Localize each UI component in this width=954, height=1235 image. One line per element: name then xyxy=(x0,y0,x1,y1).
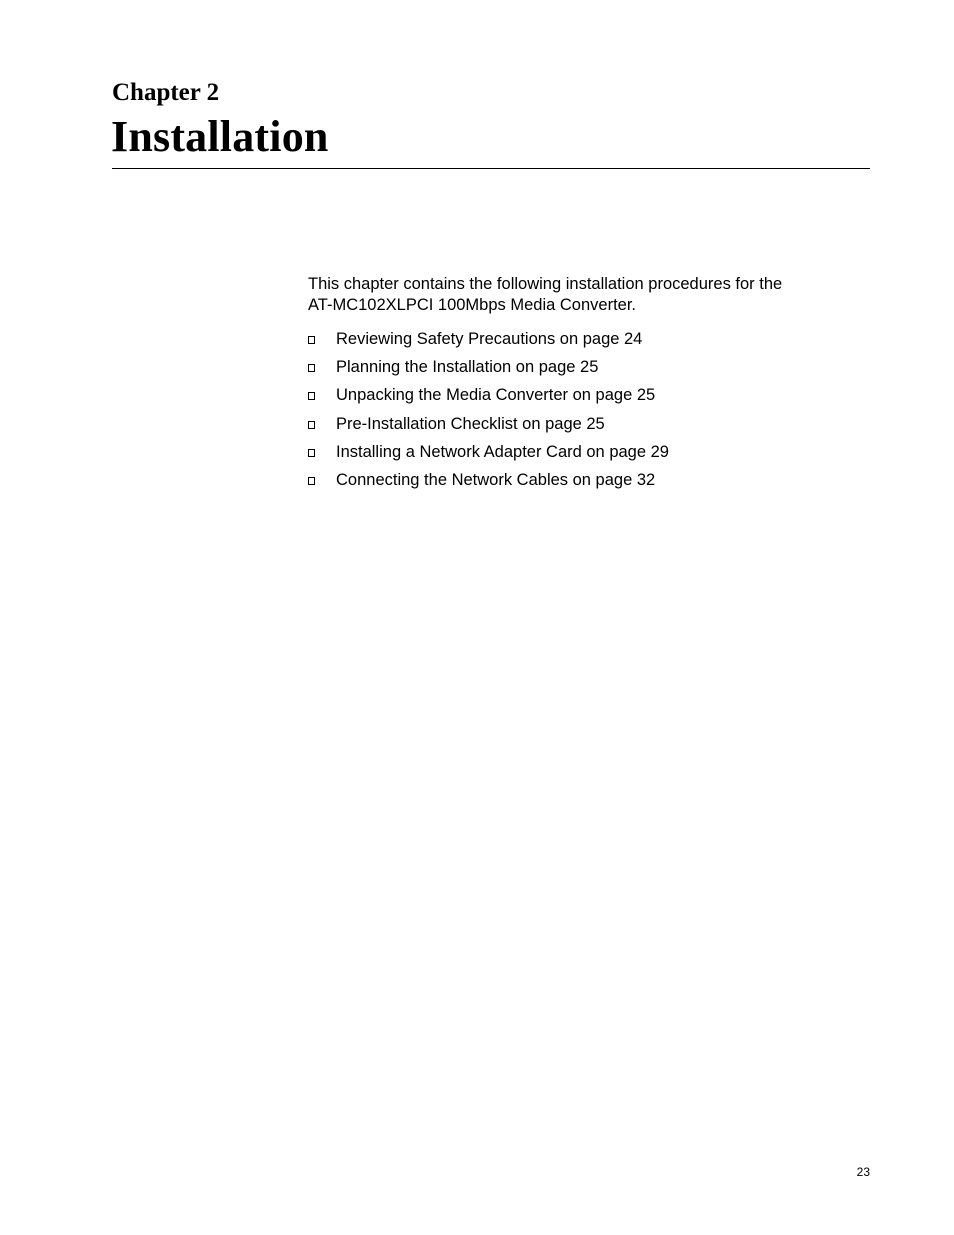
chapter-label: Chapter 2 xyxy=(112,79,220,106)
page-number: 23 xyxy=(856,1165,870,1179)
checkbox-bullet-icon xyxy=(308,364,315,372)
checkbox-bullet-icon xyxy=(308,421,315,429)
checkbox-bullet-icon xyxy=(308,392,315,400)
checkbox-bullet-icon xyxy=(308,477,315,485)
toc-item[interactable] xyxy=(308,470,848,498)
toc-item[interactable] xyxy=(308,357,848,385)
toc-item-label[interactable]: Reviewing Safety Precautions on page 24 xyxy=(336,330,643,348)
toc-item[interactable] xyxy=(308,414,848,442)
toc-item-label[interactable]: Unpacking the Media Converter on page 25 xyxy=(336,386,656,405)
toc-item[interactable] xyxy=(308,385,848,413)
toc-item-label[interactable]: Planning the Installation on page 25 xyxy=(336,358,599,377)
chapter-content xyxy=(308,274,848,498)
toc-item-label[interactable]: Connecting the Network Cables on page 32 xyxy=(336,470,656,489)
toc-item[interactable] xyxy=(308,442,848,470)
toc-item[interactable] xyxy=(308,329,848,357)
intro-line-1: This chapter contains the following installation procedures for the xyxy=(308,275,783,293)
intro-line-2: AT-MC102XLPCI 100Mbps Media Converter. xyxy=(308,296,637,314)
intro-paragraph xyxy=(308,274,848,316)
checkbox-bullet-icon xyxy=(308,449,315,457)
toc-item-label[interactable]: Pre-Installation Checklist on page 25 xyxy=(336,414,605,433)
checkbox-bullet-icon xyxy=(308,336,315,344)
title-divider xyxy=(112,168,870,169)
chapter-title: Installation xyxy=(111,112,329,161)
toc-item-label[interactable]: Installing a Network Adapter Card on page 29 xyxy=(336,442,669,461)
toc-list xyxy=(308,329,848,498)
